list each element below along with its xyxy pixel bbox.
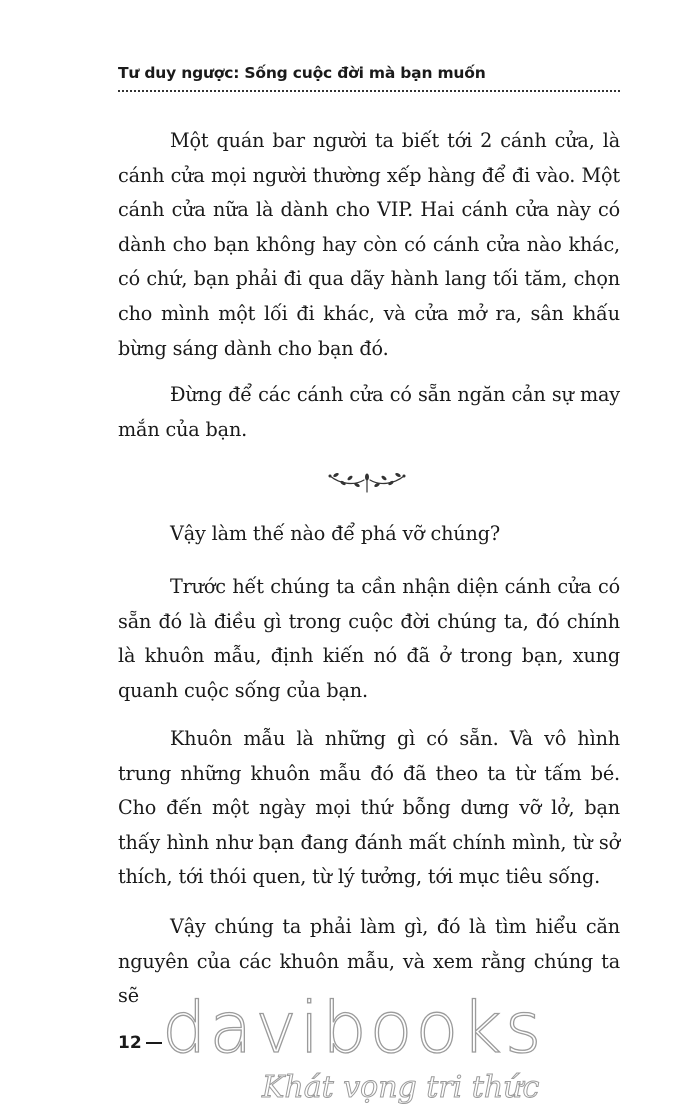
paragraph-1 [118,124,620,366]
watermark-tagline: Khát vọng tri thức [262,1070,540,1105]
floral-divider-icon [326,466,408,496]
watermark-brand: davibooks [162,987,545,1069]
paragraph-3 [118,517,620,552]
paragraph-2 [118,378,620,447]
paragraph-text: Đừng để các cánh cửa có sẵn ngăn cản sự may mắn của bạn. [118,383,620,441]
header-dotted-rule [118,90,620,92]
paragraph-4 [118,570,620,708]
page-number: 12 [118,1033,142,1053]
paragraph-text: Vậy làm thế nào để phá vỡ chúng? [170,522,500,545]
paragraph-text: Trước hết chúng ta cần nhận diện cánh cửa có sẵn đó là điều gì trong cuộc đời chúng ta, đó chính là khuôn mẫu, định kiến nó đã ở trong bạn, xung quanh cuộc sống của bạn. [118,575,620,702]
paragraph-text: Vậy chúng ta phải làm gì, đó là tìm hiểu căn nguyên của các khuôn mẫu, và xem rằng chúng ta sẽ [118,915,620,1008]
running-title: Tư duy ngược: Sống cuộc đời mà bạn muốn [118,64,486,82]
paragraph-5 [118,722,620,895]
paragraph-text: Khuôn mẫu là những gì có sẵn. Và vô hình trung những khuôn mẫu đó đã theo ta từ tấm bé. Cho đến một ngày mọi thứ bỗng dưng vỡ lở, bạn thấy hình như bạn đang đánh mất chính mình, từ sở thích, tới thói quen, từ lý tưởng, tới mục tiêu sống. [118,727,620,889]
page-number-dash [146,1042,162,1044]
paragraph-text: Một quán bar người ta biết tới 2 cánh cửa, là cánh cửa mọi người thường xếp hàng để đi vào. Một cánh cửa nữa là dành cho VIP. Hai cánh cửa này có dành cho bạn không hay còn có cánh cửa nào khác, có chứ, bạn phải đi qua dãy hành lang tối tăm, chọn cho mình một lối đi khác, và cửa mở ra, sân khấu bừng sáng dành cho bạn đó. [118,129,620,360]
